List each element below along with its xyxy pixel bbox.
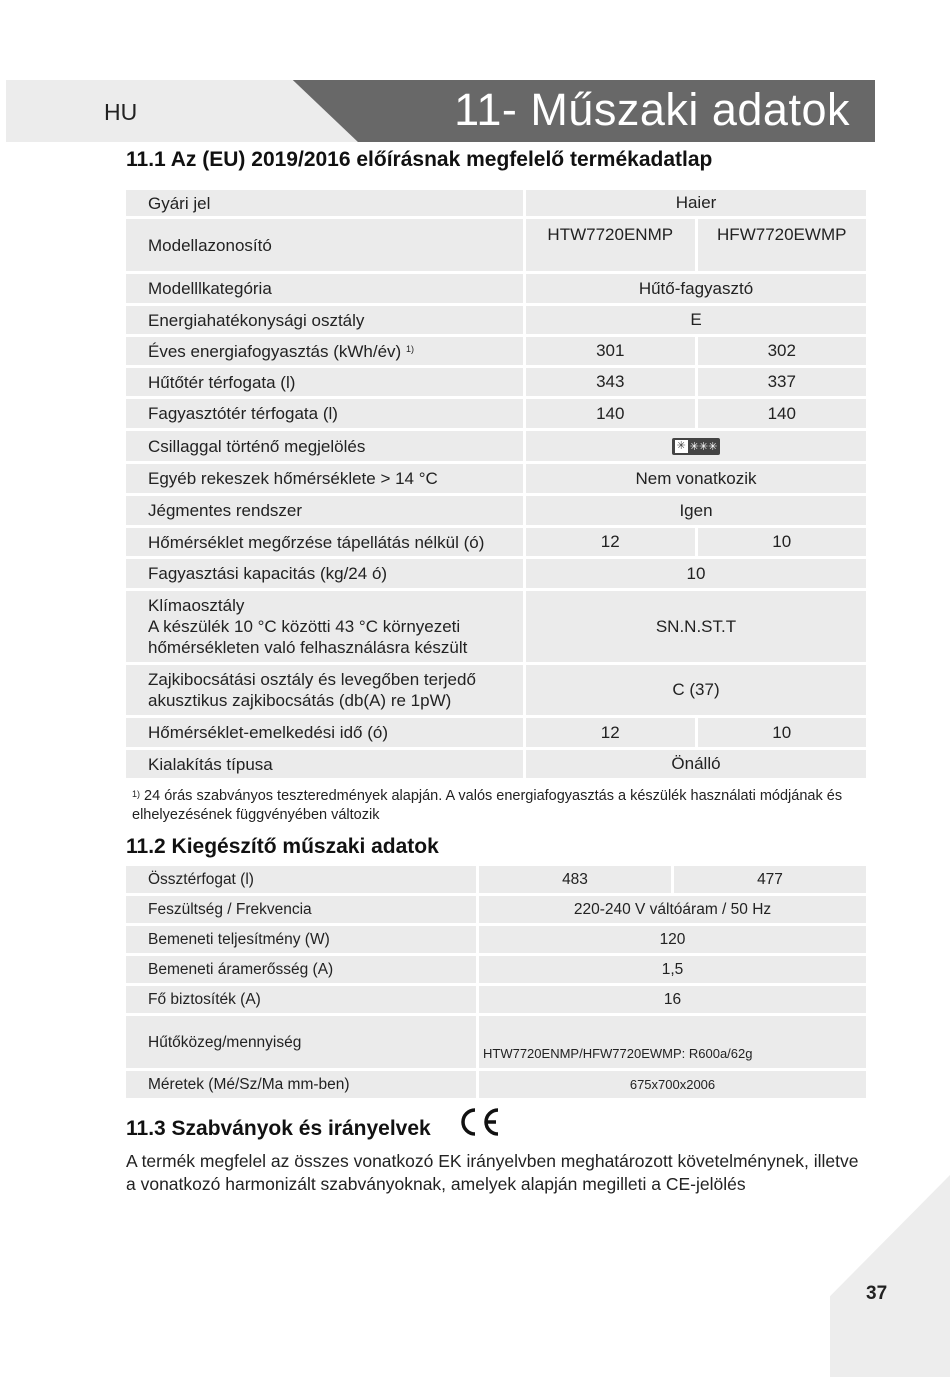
footnote-text: 24 órás szabványos teszteredmények alapján. A valós energiafogyasztás a készülék használati módjának és elhelyezésének függvényében változik bbox=[132, 788, 843, 823]
row-value: 12 bbox=[526, 718, 695, 747]
table-row bbox=[126, 718, 866, 747]
row-label: Kialakítás típusa bbox=[126, 750, 523, 778]
table-row bbox=[126, 219, 866, 271]
row-label bbox=[126, 337, 523, 365]
table-row bbox=[126, 190, 866, 216]
row-label: Gyári jel bbox=[126, 190, 523, 216]
row-value: C (37) bbox=[526, 665, 866, 715]
row-label: Össztérfogat (l) bbox=[126, 866, 476, 893]
table-row bbox=[126, 986, 866, 1013]
four-star-freezer-icon: ✳ ✳✳✳ bbox=[672, 438, 721, 455]
table-row bbox=[126, 866, 866, 893]
row-label-line: Klímaosztály bbox=[148, 596, 245, 615]
row-label: Fagyasztási kapacitás (kg/24 ó) bbox=[126, 559, 523, 588]
table-row bbox=[126, 956, 866, 983]
chapter-title: 11- Műszaki adatok bbox=[454, 84, 850, 135]
row-label: Modellazonosító bbox=[126, 219, 523, 271]
row-value: 10 bbox=[698, 528, 867, 556]
row-value: 140 bbox=[526, 399, 695, 428]
section-heading-product-sheet: 11.1 Az (EU) 2019/2016 előírásnak megfelelő termékadatlap bbox=[126, 148, 713, 171]
table-row bbox=[126, 750, 866, 778]
row-value: Haier bbox=[526, 190, 866, 216]
table-row bbox=[126, 591, 866, 662]
row-value: 483 bbox=[479, 866, 671, 893]
table-row bbox=[126, 528, 866, 556]
row-value: E bbox=[526, 306, 866, 334]
language-code: HU bbox=[104, 99, 138, 125]
table-row bbox=[126, 431, 866, 461]
row-label: Jégmentes rendszer bbox=[126, 496, 523, 525]
row-label-text: Éves energiafogyasztás (kWh/év) bbox=[148, 341, 402, 361]
page-number: 37 bbox=[866, 1283, 888, 1304]
row-label bbox=[126, 591, 523, 662]
row-value: HTW7720ENMP bbox=[526, 219, 695, 271]
additional-data-table bbox=[126, 866, 866, 1101]
row-value: 10 bbox=[526, 559, 866, 588]
table-row bbox=[126, 926, 866, 953]
row-label: Energiahatékonysági osztály bbox=[126, 306, 523, 334]
row-value: 302 bbox=[698, 337, 867, 365]
row-label: Hőmérséklet-emelkedési idő (ó) bbox=[126, 718, 523, 747]
row-value: Önálló bbox=[526, 750, 866, 778]
row-value: 10 bbox=[698, 718, 867, 747]
table-row bbox=[126, 306, 866, 334]
row-label: Bemeneti áramerősség (A) bbox=[126, 956, 476, 983]
row-value: HTW7720ENMP/HFW7720EWMP: R600a/62g bbox=[479, 1016, 866, 1068]
footnote bbox=[132, 787, 872, 825]
row-value: HFW7720EWMP bbox=[698, 219, 867, 271]
page-corner-decoration bbox=[830, 1175, 950, 1377]
row-value: Hűtő-fagyasztó bbox=[526, 274, 866, 303]
row-value: 12 bbox=[526, 528, 695, 556]
row-label: Fagyasztótér térfogata (l) bbox=[126, 399, 523, 428]
row-value: 477 bbox=[674, 866, 866, 893]
row-label: Méretek (Mé/Sz/Ma mm-ben) bbox=[126, 1071, 476, 1098]
row-label: Feszültség / Frekvencia bbox=[126, 896, 476, 923]
row-label: Hűtőtér térfogata (l) bbox=[126, 368, 523, 396]
row-value: 220-240 V váltóáram / 50 Hz bbox=[479, 896, 866, 923]
section-heading-standards: 11.3 Szabványok és irányelvek bbox=[126, 1117, 431, 1140]
product-sheet-table bbox=[126, 190, 866, 781]
standards-paragraph: A termék megfelel az összes vonatkozó EK irányelvben meghatározott követelménynek, illetve a vonatkozó harmonizált szabványoknak, amelyek alapján megilleti a CE-jelölés bbox=[126, 1151, 859, 1194]
row-label: Modelllkategória bbox=[126, 274, 523, 303]
table-row bbox=[126, 1016, 866, 1068]
row-value: 675x700x2006 bbox=[479, 1071, 866, 1098]
row-label-line: Zajkibocsátási osztály és levegőben terjedő bbox=[148, 670, 476, 689]
row-value: Igen bbox=[526, 496, 866, 525]
row-label: Hőmérséklet megőrzése tápellátás nélkül (ó) bbox=[126, 528, 523, 556]
row-value: 140 bbox=[698, 399, 867, 428]
row-label-line: A készülék 10 °C közötti 43 °C környezeti bbox=[148, 617, 461, 636]
table-row bbox=[126, 665, 866, 715]
table-row bbox=[126, 559, 866, 588]
row-label: Egyéb rekeszek hőmérséklete > 14 °C bbox=[126, 464, 523, 493]
table-row bbox=[126, 337, 866, 365]
row-value: Nem vonatkozik bbox=[526, 464, 866, 493]
table-row bbox=[126, 399, 866, 428]
table-row bbox=[126, 274, 866, 303]
table-row bbox=[126, 496, 866, 525]
row-label: Bemeneti teljesítmény (W) bbox=[126, 926, 476, 953]
table-row bbox=[126, 368, 866, 396]
row-label-line: hőmérsékleten való felhasználásra készült bbox=[148, 638, 468, 657]
section-heading-additional-data: 11.2 Kiegészítő műszaki adatok bbox=[126, 835, 439, 858]
table-row bbox=[126, 464, 866, 493]
row-label: Csillaggal történő megjelölés bbox=[126, 431, 523, 461]
table-row bbox=[126, 896, 866, 923]
row-label bbox=[126, 665, 523, 715]
row-value: 337 bbox=[698, 368, 867, 396]
row-value: SN.N.ST.T bbox=[526, 591, 866, 662]
footnote-marker: 1) bbox=[132, 789, 141, 799]
row-value bbox=[526, 431, 866, 461]
row-label: Hűtőközeg/mennyiség bbox=[126, 1016, 476, 1068]
footnote-marker: 1) bbox=[405, 343, 414, 354]
row-value: 343 bbox=[526, 368, 695, 396]
row-value: 1,5 bbox=[479, 956, 866, 983]
row-value: 16 bbox=[479, 986, 866, 1013]
table-row bbox=[126, 1071, 866, 1098]
row-label-line: akusztikus zajkibocsátás (db(A) re 1pW) bbox=[148, 691, 452, 710]
row-label: Fő biztosíték (A) bbox=[126, 986, 476, 1013]
row-value: 301 bbox=[526, 337, 695, 365]
row-value: 120 bbox=[479, 926, 866, 953]
ce-mark-icon bbox=[458, 1106, 502, 1143]
